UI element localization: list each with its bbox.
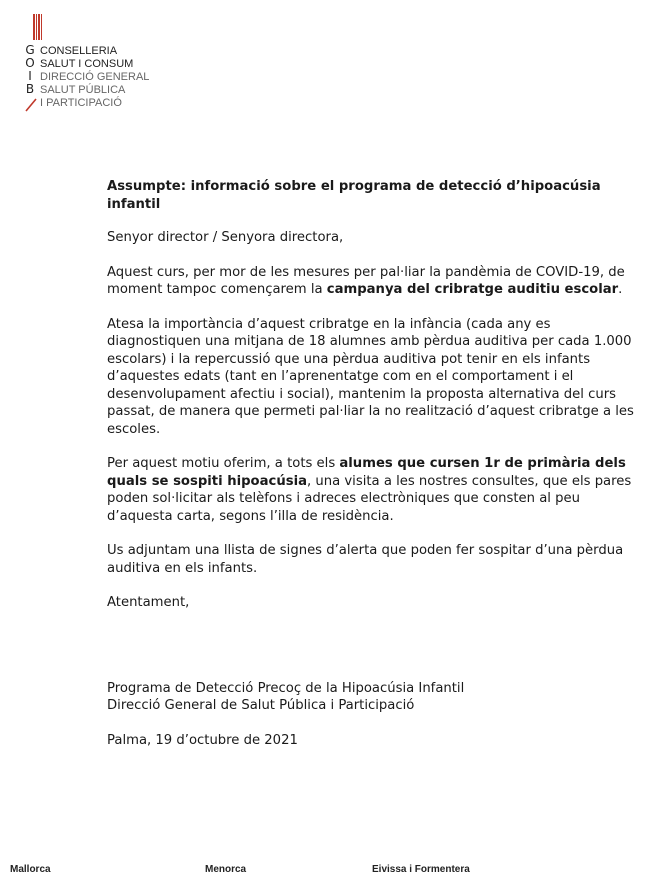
paragraph-1 [107,264,642,299]
letter-body [107,178,642,749]
paragraph-text: Per aquest motiu oferim, a tots els [107,456,340,471]
paragraph-text: Aquest curs, per mor de les mesures per pal·liar la pandèmia de COVID-19, de moment tampoc començarem la [107,264,625,297]
logo-line: DIRECCIÓ GENERAL [40,71,150,83]
letter-subject: Assumpte: informació sobre el programa de detecció d’hipoacúsia infantil [107,179,601,212]
logo-text [40,45,149,110]
logo-line: CONSELLERIA [40,45,118,57]
logo-slash-icon [25,98,37,112]
paragraph-text: . [618,282,623,297]
footer-eivissa-formentera: Eivissa i Formentera [372,864,470,875]
place-date: Palma, 19 d’octubre de 2021 [107,732,298,748]
signature-line-2: Direcció General de Salut Pública i Participació [107,698,415,713]
logo-letter: G [25,43,35,57]
logo-letter: O [25,56,35,70]
footer-mallorca: Mallorca [10,864,51,875]
letter-greeting: Senyor director / Senyora directora, [107,230,344,245]
paragraph-2: Atesa la importància d’aquest cribratge en la infància (cada any es diagnostiquen una mitjana de 18 alumnes amb pèrdua auditiva per cada 1.000 escolars) i la repercussió que una pèrdua auditiva pot tenir en els infants d’aquestes edats (tant en l’aprenentatge com en el comportament i el desenvolupament afectiu i social), mantenim la proposta alternativa del curs passat, de manera que permeti pal·liar la no realització d’aquest cribratge a les escoles. [107,316,634,437]
logo-line: SALUT I CONSUM [40,58,134,70]
signature-line-1: Programa de Detecció Precoç de la Hipoacúsia Infantil [107,680,465,696]
paragraph-emphasis: campanya del cribratge auditiu escolar [326,282,619,297]
logo-line: I PARTICIPACIÓ [40,97,122,109]
paragraph-emphasis: alumes que cursen 1r de primària dels quals se sospiti hipoacúsia [107,456,626,489]
logo-letter: B [25,82,35,96]
logo-bars-icon [33,14,42,40]
paragraph-text: , una visita a les nostres consultes, que els pares poden sol·licitar als telèfons i adreces electròniques que consten al peu d’aquesta carta, segons l’illa de residència. [107,473,632,524]
logo-letter: I [28,69,32,83]
paragraph-4: Us adjuntam una llista de signes d’alerta que poden fer sospitar d’una pèrdua auditiva en els infants. [107,543,624,576]
goib-logo [22,14,182,114]
letter-closing: Atentament, [107,595,190,610]
paragraph-3 [107,455,642,525]
logo-acronym [24,44,36,96]
footer-menorca: Menorca [205,864,247,875]
logo-line: SALUT PÚBLICA [40,84,126,96]
